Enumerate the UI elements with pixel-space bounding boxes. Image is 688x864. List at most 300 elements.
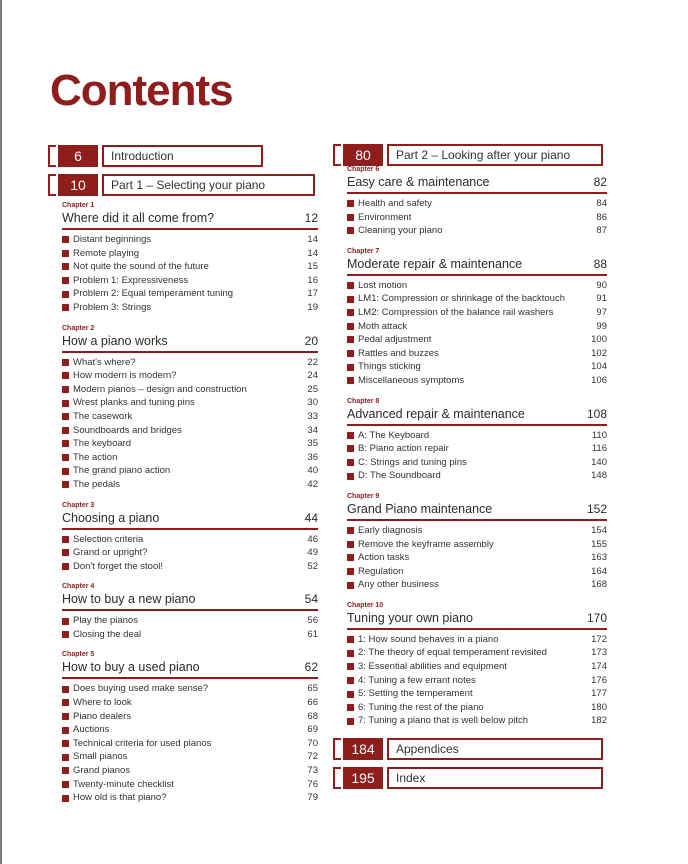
- right-chapter-list: [347, 166, 607, 728]
- entry-label: Small pianos: [73, 751, 128, 763]
- entry-page: 86: [596, 211, 607, 223]
- bullet-square-icon: [62, 536, 69, 543]
- bullet-square-icon: [347, 214, 354, 221]
- entry-page: 35: [307, 438, 318, 450]
- toc-entry[interactable]: [62, 464, 318, 478]
- entry-label: D: The Soundboard: [358, 470, 441, 482]
- toc-entry[interactable]: [347, 578, 607, 592]
- chapter-page: 82: [593, 175, 607, 189]
- entry-label: Does buying used make sense?: [73, 683, 209, 695]
- bullet-square-icon: [347, 704, 354, 711]
- toc-entry[interactable]: [347, 374, 607, 388]
- toc-entry[interactable]: [62, 424, 318, 438]
- chapter-number: Chapter 1: [62, 202, 95, 209]
- entry-label: Moth attack: [358, 320, 408, 332]
- chapter-page: 44: [304, 510, 318, 525]
- bullet-square-icon: [62, 427, 69, 434]
- bullet-square-icon: [347, 636, 354, 643]
- toc-entry[interactable]: [347, 320, 607, 334]
- bullet-square-icon: [347, 350, 354, 357]
- chapter-number: Chapter 2: [62, 324, 95, 332]
- entry-page: 155: [591, 538, 607, 550]
- bullet-square-icon: [347, 432, 354, 439]
- chapter-number: Chapter 5: [62, 651, 95, 659]
- chapter-title: Grand Piano maintenance: [347, 501, 493, 516]
- toc-entry[interactable]: [347, 565, 607, 579]
- entry-page: 69: [307, 724, 318, 736]
- part-introduction[interactable]: [48, 145, 320, 165]
- entry-page: 66: [307, 697, 318, 709]
- bullet-square-icon: [347, 677, 354, 684]
- chapter-page: 12: [304, 211, 318, 225]
- entry-page: 14: [307, 234, 318, 245]
- entry-label: C: Strings and tuning pins: [358, 456, 467, 468]
- toc-entry[interactable]: [62, 533, 318, 547]
- entry-label: Not quite the sound of the future: [73, 261, 209, 273]
- part-label: Index: [387, 767, 603, 789]
- chapter-heading[interactable]: [62, 510, 318, 530]
- chapter-page: 88: [593, 256, 607, 271]
- toc-entry[interactable]: [62, 383, 318, 397]
- bullet-square-icon: [347, 309, 354, 316]
- entry-label: The keyboard: [73, 438, 132, 450]
- entry-page: 173: [591, 647, 607, 659]
- entry-page: 15: [307, 261, 318, 273]
- bullet-square-icon: [62, 740, 69, 747]
- bullet-square-icon: [62, 727, 69, 734]
- bullet-square-icon: [62, 304, 69, 311]
- bullet-square-icon: [62, 549, 69, 556]
- toc-entry[interactable]: [347, 292, 607, 306]
- bullet-square-icon: [347, 554, 354, 561]
- entry-label: Play the pianos: [73, 615, 138, 627]
- bullet-square-icon: [347, 296, 354, 303]
- chapter-number: Chapter 10: [347, 601, 384, 609]
- entry-label: Soundboards and bridges: [73, 424, 182, 436]
- left-column: [48, 145, 320, 805]
- chapter-block: [347, 398, 607, 483]
- entry-page: 61: [307, 628, 318, 640]
- chapter-number: Chapter 8: [347, 397, 380, 405]
- toc-entry[interactable]: [347, 551, 607, 565]
- part-marker: [333, 738, 341, 760]
- toc-entry[interactable]: [347, 524, 607, 538]
- entry-page: 91: [596, 293, 607, 305]
- bullet-square-icon: [62, 468, 69, 475]
- chapter-heading[interactable]: [62, 333, 318, 353]
- part-label: Introduction: [102, 145, 263, 167]
- chapter-block: [62, 583, 318, 641]
- entry-page: 49: [307, 547, 318, 559]
- toc-entry[interactable]: [62, 301, 318, 315]
- bullet-square-icon: [62, 631, 69, 638]
- part-index[interactable]: [333, 767, 609, 787]
- toc-entry[interactable]: [347, 224, 607, 238]
- toc-entry[interactable]: [62, 396, 318, 410]
- entry-label: 2: The theory of equal temperament revisited: [358, 647, 547, 659]
- toc-entry[interactable]: [62, 478, 318, 492]
- toc-entry[interactable]: [347, 279, 607, 293]
- toc-entry[interactable]: [62, 274, 318, 288]
- entry-page: 176: [591, 674, 607, 686]
- toc-entry[interactable]: [62, 560, 318, 574]
- bullet-square-icon: [347, 527, 354, 534]
- entry-page: 36: [307, 451, 318, 463]
- entry-page: 177: [591, 688, 607, 700]
- chapter-title: Choosing a piano: [62, 510, 160, 525]
- toc-entry[interactable]: [347, 211, 607, 225]
- bullet-square-icon: [347, 377, 354, 384]
- toc-entry[interactable]: [62, 410, 318, 424]
- part-page-number: 184: [343, 738, 383, 760]
- bullet-square-icon: [347, 650, 354, 657]
- part-page-number: 10: [58, 174, 98, 196]
- toc-entry[interactable]: [62, 614, 318, 628]
- toc-entry[interactable]: [62, 260, 318, 274]
- chapter-block: [347, 248, 607, 388]
- entry-page: 14: [307, 247, 318, 259]
- entry-label: LM2: Compression of the balance rail washers: [358, 306, 554, 318]
- entry-page: 24: [307, 370, 318, 382]
- toc-entry[interactable]: [347, 714, 607, 728]
- toc-entry[interactable]: [347, 687, 607, 701]
- entry-page: 84: [596, 198, 607, 209]
- toc-entry[interactable]: [347, 333, 607, 347]
- toc-entry[interactable]: [347, 197, 607, 211]
- entry-page: 154: [591, 524, 607, 536]
- bullet-square-icon: [347, 718, 354, 725]
- entry-page: 99: [596, 320, 607, 332]
- bullet-square-icon: [62, 400, 69, 407]
- toc-entry[interactable]: [347, 306, 607, 320]
- toc-entry[interactable]: [62, 628, 318, 642]
- page-title: Contents: [50, 66, 233, 115]
- toc-entry[interactable]: [347, 646, 607, 660]
- entry-page: 182: [591, 715, 607, 727]
- bullet-square-icon: [347, 282, 354, 289]
- bullet-square-icon: [62, 754, 69, 761]
- entry-label: Problem 3: Strings: [73, 301, 152, 313]
- entry-page: 76: [307, 778, 318, 790]
- toc-entry[interactable]: [62, 356, 318, 370]
- bullet-square-icon: [347, 227, 354, 234]
- entry-page: 79: [307, 792, 318, 804]
- entry-label: Don't forget the stool!: [73, 560, 164, 572]
- entry-page: 17: [307, 288, 318, 300]
- toc-entry[interactable]: [62, 764, 318, 778]
- chapter-number: Chapter 3: [62, 501, 95, 509]
- entry-label: Twenty-minute checklist: [73, 778, 174, 790]
- chapter-title: Advanced repair & maintenance: [347, 406, 525, 421]
- entry-label: Rattles and buzzes: [358, 347, 439, 359]
- chapter-block: [62, 651, 318, 804]
- entry-label: Regulation: [358, 565, 404, 577]
- chapter-page: 170: [586, 610, 607, 625]
- entry-label: Technical criteria for used pianos: [73, 737, 212, 749]
- bullet-square-icon: [347, 445, 354, 452]
- entry-page: 97: [596, 306, 607, 318]
- entry-label: Modern pianos – design and construction: [73, 383, 247, 395]
- entry-page: 164: [591, 565, 607, 577]
- toc-entry[interactable]: [62, 682, 318, 696]
- chapter-block: [62, 325, 318, 492]
- toc-entry[interactable]: [62, 791, 318, 805]
- chapter-heading[interactable]: [347, 174, 607, 194]
- chapter-title: How to buy a new piano: [62, 592, 196, 607]
- entry-page: 163: [591, 552, 607, 564]
- entry-label: How modern is modern?: [73, 370, 177, 382]
- part-marker: [48, 174, 56, 196]
- part-marker: [333, 144, 341, 166]
- part-page-number: 195: [343, 767, 383, 789]
- entry-page: 33: [307, 410, 318, 422]
- entry-label: Lost motion: [358, 279, 408, 291]
- bullet-square-icon: [347, 582, 354, 589]
- chapter-heading[interactable]: [347, 501, 607, 521]
- entry-page: 68: [307, 710, 318, 722]
- bullet-square-icon: [62, 440, 69, 447]
- entry-label: 7: Tuning a piano that is well below pitch: [358, 715, 529, 727]
- entry-label: The casework: [73, 410, 133, 422]
- chapter-heading[interactable]: [62, 210, 318, 230]
- part-marker: [333, 767, 341, 789]
- toc-entry[interactable]: [62, 723, 318, 737]
- toc-entry[interactable]: [62, 437, 318, 451]
- entry-page: 46: [307, 533, 318, 545]
- entry-page: 168: [591, 579, 607, 591]
- toc-entry[interactable]: [347, 429, 607, 443]
- part-page-number: 6: [58, 145, 98, 167]
- chapter-page: 108: [586, 406, 607, 421]
- toc-entry[interactable]: [62, 369, 318, 383]
- chapter-block: [347, 602, 607, 728]
- chapter-page: 152: [586, 501, 607, 516]
- entry-label: How old is that piano?: [73, 792, 167, 804]
- entry-label: Distant beginnings: [73, 234, 152, 245]
- toc-entry[interactable]: [347, 674, 607, 688]
- entry-label: Environment: [358, 211, 412, 223]
- toc-entry[interactable]: [347, 442, 607, 456]
- toc-entry[interactable]: [62, 546, 318, 560]
- entry-label: 3: Essential abilities and equipment: [358, 661, 507, 673]
- entry-label: Where to look: [73, 697, 132, 709]
- toc-entry[interactable]: [347, 347, 607, 361]
- entry-label: 1: How sound behaves in a piano: [358, 633, 499, 645]
- entry-label: Piano dealers: [73, 710, 132, 722]
- entry-label: Pedal adjustment: [358, 334, 432, 346]
- chapter-title: Tuning your own piano: [347, 610, 474, 625]
- entry-page: 56: [307, 615, 318, 627]
- bullet-square-icon: [62, 781, 69, 788]
- bullet-square-icon: [347, 691, 354, 698]
- toc-entry[interactable]: [62, 451, 318, 465]
- chapter-heading[interactable]: [347, 256, 607, 276]
- entry-label: The pedals: [73, 478, 121, 490]
- bullet-square-icon: [62, 413, 69, 420]
- bullet-square-icon: [62, 263, 69, 270]
- toc-entry[interactable]: [347, 469, 607, 483]
- left-chapter-list: [62, 202, 318, 805]
- toc-entry[interactable]: [62, 750, 318, 764]
- part-appendices[interactable]: [333, 738, 609, 758]
- entry-page: 22: [307, 356, 318, 368]
- part-label: Part 2 – Looking after your piano: [387, 144, 603, 166]
- bullet-square-icon: [347, 336, 354, 343]
- bullet-square-icon: [62, 359, 69, 366]
- chapter-heading[interactable]: [347, 406, 607, 426]
- entry-label: B: Piano action repair: [358, 443, 449, 455]
- toc-entry[interactable]: [62, 778, 318, 792]
- entry-label: Problem 1: Expressiveness: [73, 274, 189, 286]
- toc-entry[interactable]: [347, 538, 607, 552]
- part-label: Part 1 – Selecting your piano: [102, 174, 315, 196]
- part-page-number: 80: [343, 144, 383, 166]
- bullet-square-icon: [62, 372, 69, 379]
- bullet-square-icon: [62, 454, 69, 461]
- entry-page: 40: [307, 465, 318, 477]
- toc-entry[interactable]: [347, 701, 607, 715]
- bullet-square-icon: [62, 291, 69, 298]
- bullet-square-icon: [347, 473, 354, 480]
- entry-label: Health and safety: [358, 198, 432, 209]
- entry-label: Selection criteria: [73, 533, 144, 545]
- entry-page: 16: [307, 274, 318, 286]
- bullet-square-icon: [62, 236, 69, 243]
- toc-entry[interactable]: [347, 360, 607, 374]
- entry-label: Remove the keyframe assembly: [358, 538, 494, 550]
- toc-entry[interactable]: [347, 456, 607, 470]
- bullet-square-icon: [347, 663, 354, 670]
- chapter-page: 20: [304, 333, 318, 348]
- chapter-number: Chapter 9: [347, 492, 380, 500]
- bullet-square-icon: [62, 250, 69, 257]
- entry-page: 102: [591, 347, 607, 359]
- toc-entry[interactable]: [62, 287, 318, 301]
- entry-page: 148: [591, 470, 607, 482]
- toc-entry[interactable]: [62, 737, 318, 751]
- entry-page: 65: [307, 683, 318, 695]
- entry-label: A: The Keyboard: [358, 429, 430, 441]
- entry-label: The action: [73, 451, 118, 463]
- chapter-page: 54: [304, 592, 318, 607]
- entry-page: 30: [307, 397, 318, 409]
- chapter-block: [347, 166, 607, 238]
- entry-page: 72: [307, 751, 318, 763]
- bullet-square-icon: [62, 767, 69, 774]
- chapter-page: 62: [304, 660, 318, 675]
- entry-page: 70: [307, 737, 318, 749]
- entry-page: 73: [307, 765, 318, 777]
- entry-page: 106: [591, 374, 607, 386]
- entry-page: 42: [307, 478, 318, 490]
- bullet-square-icon: [347, 568, 354, 575]
- chapter-heading[interactable]: [62, 591, 318, 611]
- chapter-title: Where did it all come from?: [62, 211, 215, 225]
- bullet-square-icon: [62, 481, 69, 488]
- bullet-square-icon: [347, 323, 354, 330]
- bullet-square-icon: [62, 713, 69, 720]
- toc-entry[interactable]: [62, 247, 318, 261]
- chapter-heading[interactable]: [62, 659, 318, 679]
- chapter-block: [347, 493, 607, 592]
- back-matter: [333, 738, 609, 787]
- bullet-square-icon: [347, 541, 354, 548]
- entry-page: 172: [591, 633, 607, 645]
- bullet-square-icon: [62, 795, 69, 802]
- entry-page: 52: [307, 560, 318, 572]
- entry-label: What's where?: [73, 356, 136, 368]
- part-1-selecting[interactable]: [48, 174, 320, 194]
- chapter-block: [62, 502, 318, 574]
- entry-label: Auctions: [73, 724, 110, 736]
- part-2-looking-after[interactable]: [333, 144, 609, 164]
- entry-label: 5: Setting the temperament: [358, 688, 473, 700]
- page-edge: [0, 0, 2, 864]
- bullet-square-icon: [62, 563, 69, 570]
- entry-page: 100: [591, 334, 607, 346]
- chapter-title: How a piano works: [62, 333, 168, 348]
- entry-label: Cleaning your piano: [358, 225, 443, 237]
- chapter-title: Moderate repair & maintenance: [347, 256, 523, 271]
- toc-entry[interactable]: [62, 710, 318, 724]
- toc-entry[interactable]: [347, 633, 607, 647]
- bullet-square-icon: [347, 459, 354, 466]
- bullet-square-icon: [347, 200, 354, 207]
- bullet-square-icon: [62, 277, 69, 284]
- part-marker: [48, 145, 56, 167]
- part-label: Appendices: [387, 738, 603, 760]
- bullet-square-icon: [62, 699, 69, 706]
- chapter-title: How to buy a used piano: [62, 660, 200, 675]
- entry-label: Things sticking: [358, 361, 421, 373]
- entry-label: Grand or upright?: [73, 547, 148, 559]
- chapter-number: Chapter 7: [347, 247, 380, 255]
- chapter-heading[interactable]: [347, 610, 607, 630]
- entry-label: 4: Tuning a few errant notes: [358, 674, 476, 686]
- entry-label: Grand pianos: [73, 765, 131, 777]
- toc-entry[interactable]: [62, 233, 318, 247]
- entry-page: 116: [591, 443, 607, 455]
- entry-label: Action tasks: [358, 552, 410, 564]
- entry-page: 90: [596, 279, 607, 291]
- chapter-number: Chapter 4: [62, 583, 95, 591]
- toc-entry[interactable]: [62, 696, 318, 710]
- entry-page: 25: [307, 383, 318, 395]
- entry-label: Miscellaneous symptoms: [358, 374, 465, 386]
- bullet-square-icon: [62, 686, 69, 693]
- entry-label: Early diagnosis: [358, 524, 423, 536]
- chapter-number: Chapter 6: [347, 166, 380, 173]
- chapter-block: [62, 202, 318, 315]
- entry-page: 180: [591, 701, 607, 713]
- entry-label: LM1: Compression or shrinkage of the backtouch: [358, 293, 565, 305]
- entry-page: 34: [307, 424, 318, 436]
- entry-label: Remote playing: [73, 247, 140, 259]
- chapter-title: Easy care & maintenance: [347, 175, 490, 189]
- bullet-square-icon: [347, 364, 354, 371]
- entry-label: The grand piano action: [73, 465, 171, 477]
- entry-label: Any other business: [358, 579, 439, 591]
- entry-page: 110: [591, 429, 607, 441]
- entry-page: 19: [307, 301, 318, 313]
- entry-page: 174: [591, 661, 607, 673]
- entry-page: 140: [591, 456, 607, 468]
- entry-label: 6: Tuning the rest of the piano: [358, 701, 484, 713]
- bullet-square-icon: [62, 618, 69, 625]
- entry-page: 87: [596, 225, 607, 237]
- toc-entry[interactable]: [347, 660, 607, 674]
- entry-label: Wrest planks and tuning pins: [73, 397, 195, 409]
